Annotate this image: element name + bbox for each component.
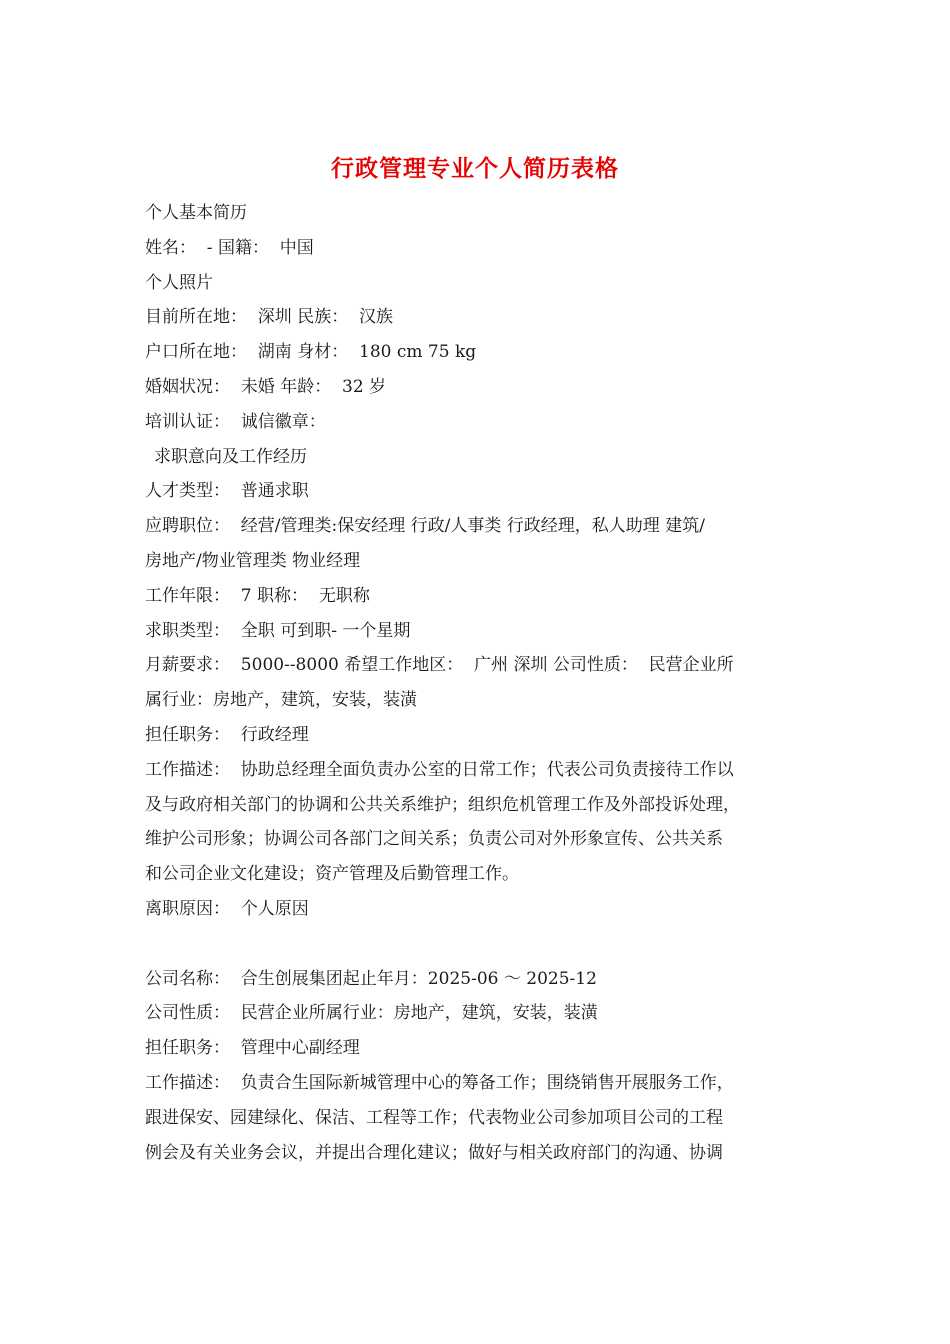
text-line: 公司名称： 合生创展集团起止年月：2025-06 ～ 2025-12 — [145, 968, 597, 989]
text-line: 担任职务： 管理中心副经理 — [145, 1038, 360, 1059]
text-line: 工作描述： 负责合生国际新城管理中心的筹备工作；围绕销售开展服务工作， — [145, 1072, 734, 1093]
text-line: 培训认证： 诚信徽章： — [145, 411, 326, 432]
text-line: 例会及有关业务会议，并提出合理化建议；做好与相关政府部门的沟通、协调 — [145, 1142, 723, 1163]
blank-line — [145, 927, 810, 962]
text-line: 姓名： - 国籍： 中国 — [145, 237, 314, 258]
text-line: 个人照片 — [145, 272, 213, 293]
text-line: 求职类型： 全职 可到职- 一个星期 — [145, 620, 411, 641]
text-line: 人才类型： 普通求职 — [145, 481, 309, 502]
document-title: 行政管理专业个人简历表格 — [331, 156, 619, 182]
text-line: 公司性质： 民营企业所属行业：房地产，建筑，安装，装潢 — [145, 1003, 598, 1024]
section-heading-basic: 个人基本简历 — [145, 203, 247, 223]
resume-body — [145, 196, 810, 1170]
text-line: 目前所在地： 深圳 民族： 汉族 — [145, 307, 394, 328]
text-line: 工作描述： 协助总经理全面负责办公室的日常工作；代表公司负责接待工作以 — [145, 759, 734, 780]
text-line: 房地产/物业管理类 物业经理 — [145, 550, 361, 571]
section-heading-career: 求职意向及工作经历 — [154, 446, 307, 467]
text-line: 婚姻状况： 未婚 年龄： 32 岁 — [145, 376, 387, 397]
text-line: 跟进保安、园建绿化、保洁、工程等工作；代表物业公司参加项目公司的工程 — [145, 1107, 723, 1128]
text-line: 担任职务： 行政经理 — [145, 724, 309, 745]
text-line: 和公司企业文化建设；资产管理及后勤管理工作。 — [145, 864, 519, 885]
text-line: 应聘职位： 经营/管理类:保安经理 行政/人事类 行政经理，私人助理 建筑/ — [145, 516, 705, 537]
text-line: 月薪要求： 5000--8000 希望工作地区： 广州 深圳 公司性质： 民营企业所 — [145, 655, 734, 676]
text-line: 维护公司形象；协调公司各部门之间关系；负责公司对外形象宣传、公共关系 — [145, 829, 723, 850]
text-line: 属行业：房地产，建筑，安装，装潢 — [145, 690, 417, 711]
text-line: 工作年限： 7 职称： 无职称 — [145, 585, 370, 606]
text-line: 户口所在地： 湖南 身材： 180 cm 75 kg — [145, 342, 477, 363]
text-line: 离职原因： 个人原因 — [145, 898, 309, 919]
text-line: 及与政府相关部门的协调和公共关系维护；组织危机管理工作及外部投诉处理， — [145, 794, 740, 815]
